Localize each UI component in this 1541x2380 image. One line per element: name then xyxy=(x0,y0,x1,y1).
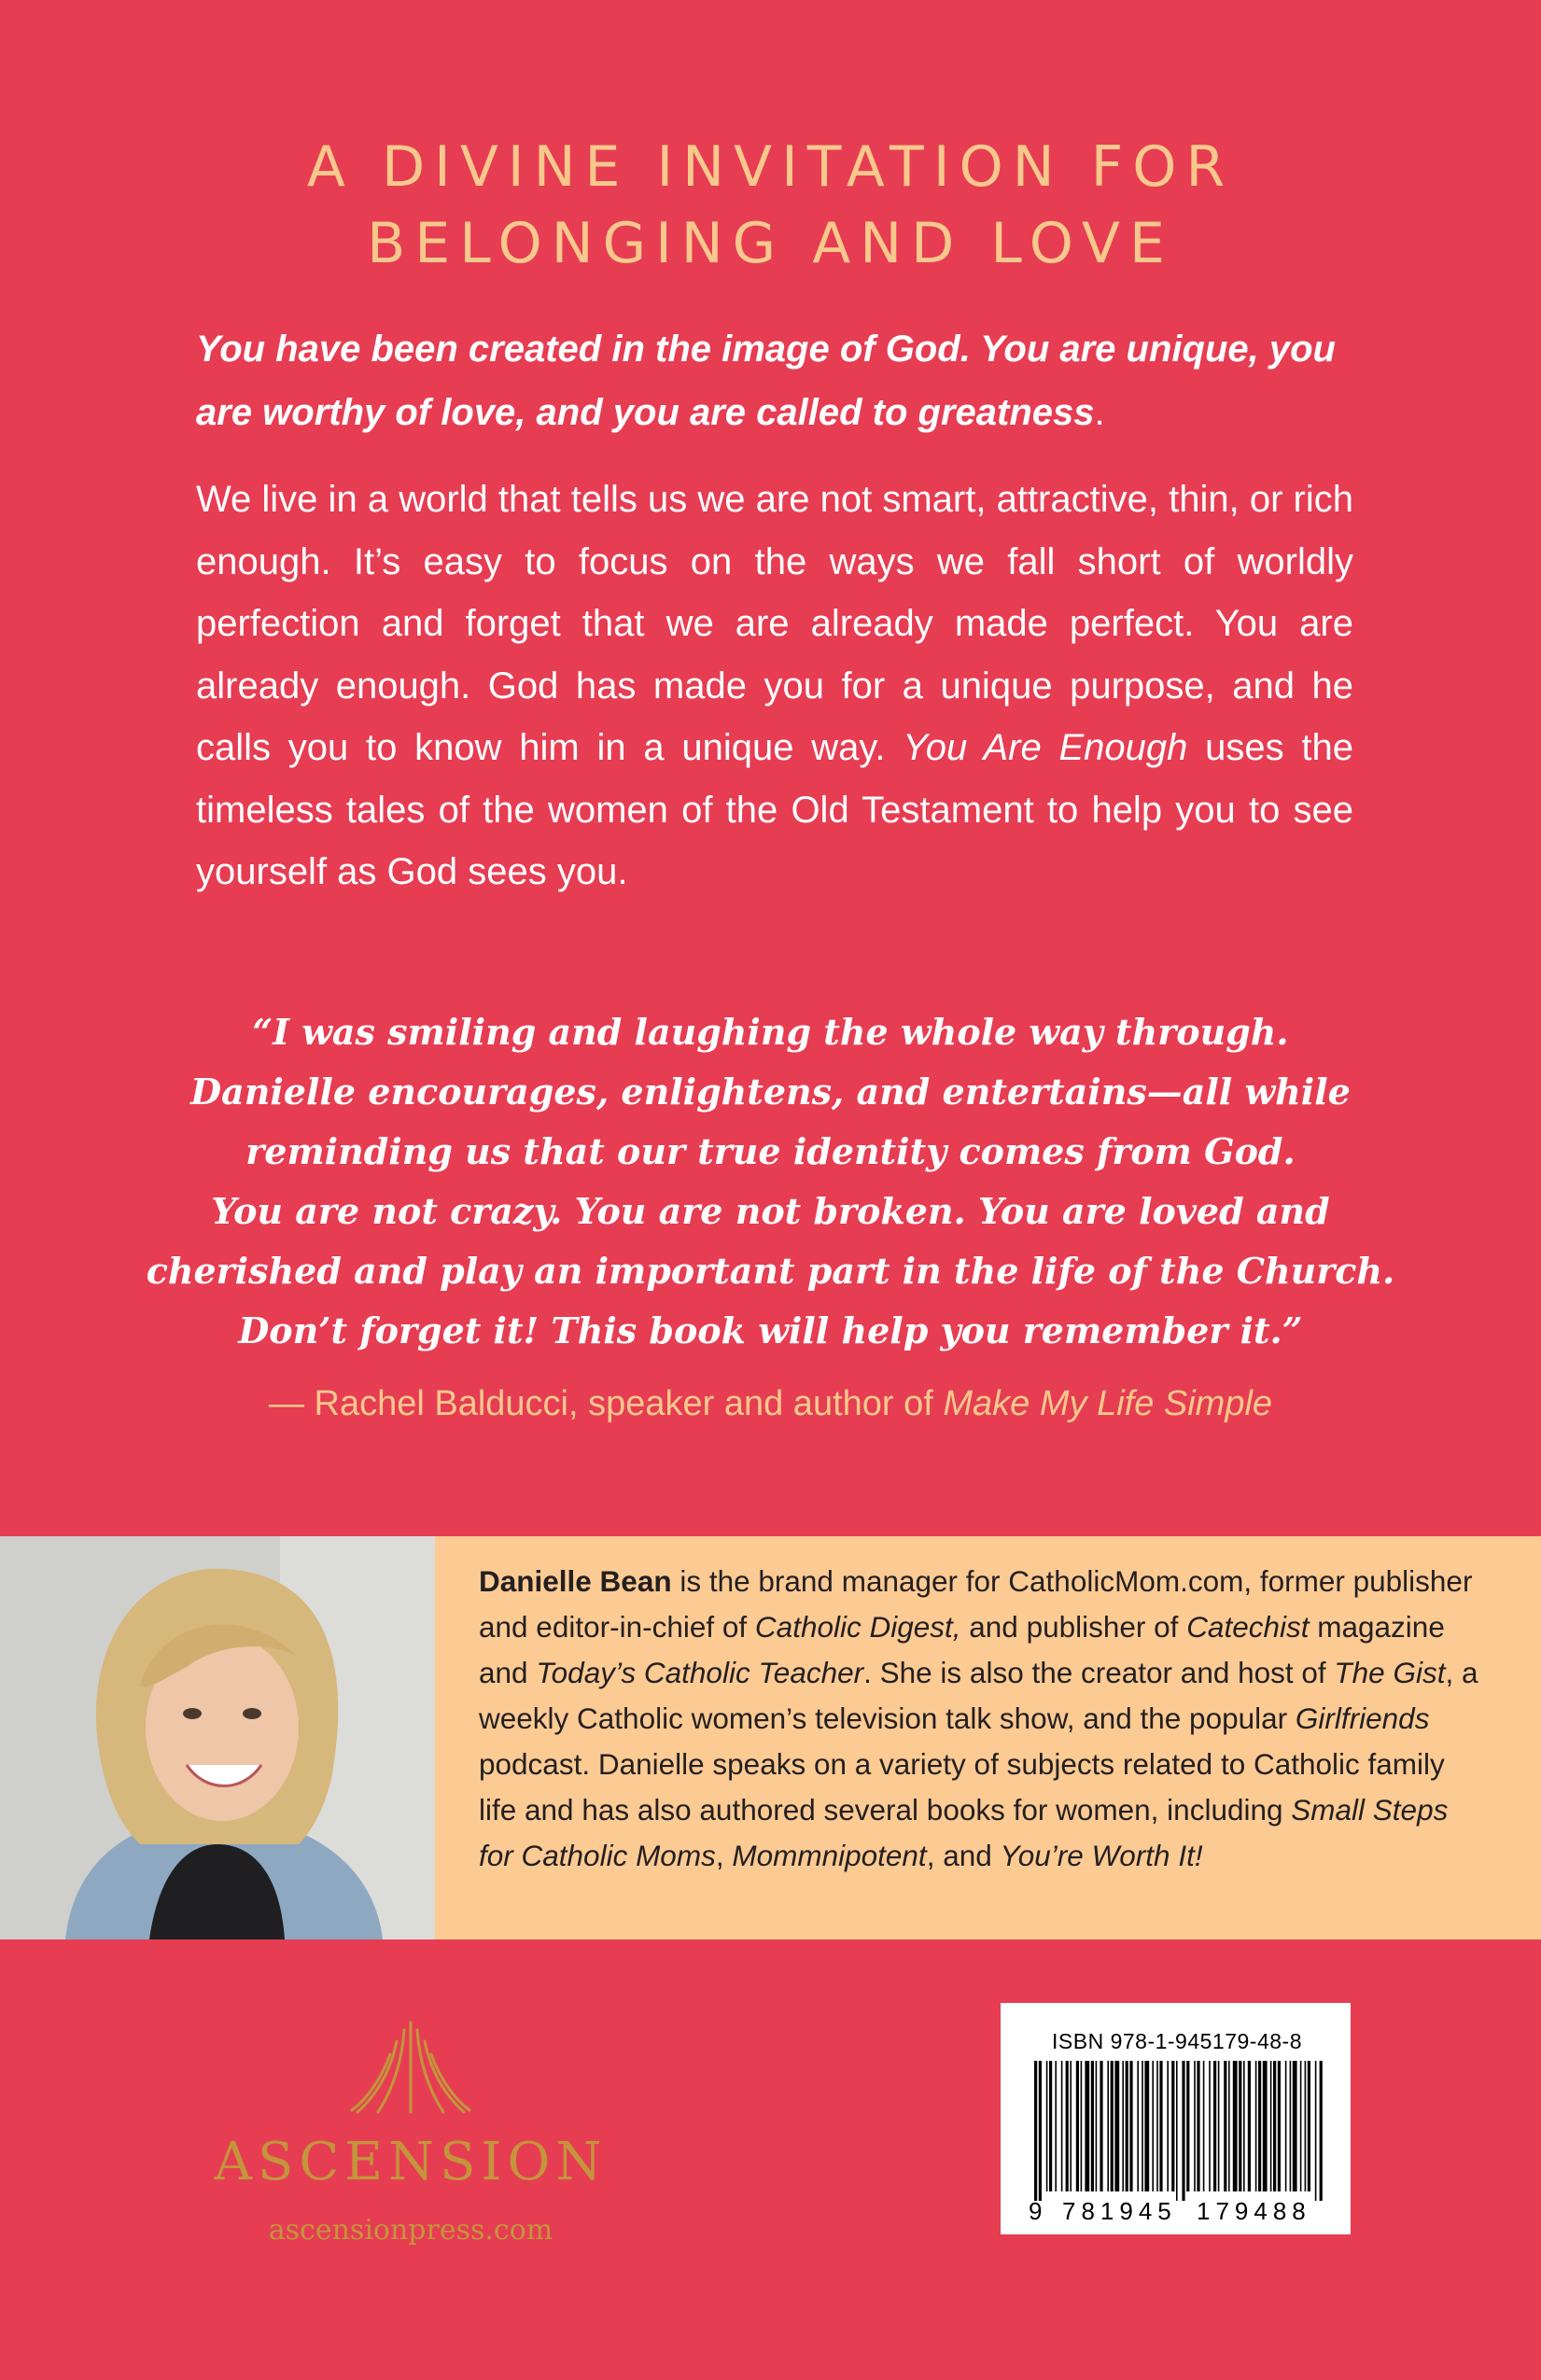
barcode-bar xyxy=(1243,2061,1245,2191)
barcode-bar xyxy=(1308,2061,1310,2191)
publisher-logo xyxy=(187,2021,635,2198)
barcode-bar xyxy=(1171,2061,1174,2191)
barcode-bar xyxy=(1239,2061,1241,2191)
bio-text-5: , a weekly Catholic women’s television talk show, and the popular xyxy=(479,1656,1478,1735)
barcode-bar xyxy=(1085,2061,1089,2191)
barcode-bar xyxy=(1061,2061,1063,2191)
barcode-bar xyxy=(1055,2061,1057,2191)
barcode-bar xyxy=(1142,2061,1143,2191)
book-description xyxy=(196,469,1353,903)
bio-text-3: magazine and xyxy=(479,1610,1445,1689)
barcode-bar xyxy=(1218,2061,1220,2191)
barcode-bar xyxy=(1213,2061,1216,2191)
barcode-bar xyxy=(1224,2061,1226,2191)
barcode-bar xyxy=(1114,2061,1119,2191)
quote-line: cherished and play an important part in the life of the Church. xyxy=(146,1250,1395,1292)
barcode-left-digits: 781945 xyxy=(1062,2197,1177,2225)
barcode-bar xyxy=(1273,2061,1276,2191)
barcode-right-digits: 179488 xyxy=(1197,2197,1311,2225)
barcode-bar xyxy=(1278,2061,1281,2191)
bio-italic-small-steps: Small Steps for Catholic Moms xyxy=(479,1793,1449,1872)
bio-italic-catholic-digest: Catholic Digest, xyxy=(754,1610,961,1644)
attribution-text: — Rachel Balducci, speaker and author of xyxy=(268,1384,944,1423)
barcode-bar xyxy=(1076,2061,1079,2191)
barcode-bar xyxy=(1046,2061,1048,2191)
barcode-bar xyxy=(1144,2061,1149,2191)
ascension-rays-icon xyxy=(350,2021,471,2114)
quote-line: Danielle encourages, enlightens, and entertains—all while xyxy=(190,1071,1351,1113)
barcode-digits xyxy=(1029,2197,1327,2225)
quote-line: You are not crazy. You are not broken. You are loved and xyxy=(211,1190,1330,1232)
barcode-bar xyxy=(1034,2061,1037,2201)
heading-line-2: BELONGING AND LOVE xyxy=(367,211,1174,276)
bio-text-2: and publisher of xyxy=(960,1610,1187,1644)
barcode-bar xyxy=(1129,2061,1132,2191)
book-title: You Are Enough xyxy=(903,727,1188,768)
bio-italic-mommnipotent: Mommnipotent xyxy=(732,1839,927,1872)
barcode-bar xyxy=(1070,2061,1072,2191)
bio-text-6: podcast. Danielle speaks on a variety of subjects related to Catholic family life and has also authored several books for women, including xyxy=(479,1747,1445,1827)
barcode-bar xyxy=(1270,2061,1272,2191)
bio-italic-youre-worth-it: You’re Worth It! xyxy=(1000,1839,1203,1872)
barcode-bar xyxy=(1305,2061,1307,2191)
barcode-bar xyxy=(1081,2061,1083,2191)
barcode-bar xyxy=(1285,2061,1287,2191)
lead-emphasis: You have been created in the image of God. You are unique, you are worthy of love, and you are called to greatness xyxy=(196,329,1336,433)
author-photo xyxy=(0,1536,435,1939)
cover-heading xyxy=(0,129,1541,282)
barcode-bar xyxy=(1258,2061,1261,2191)
quote-line: reminding us that our true identity comes from God. xyxy=(245,1130,1296,1172)
publisher-name: ASCENSION xyxy=(214,2132,608,2192)
barcode-bar xyxy=(1167,2061,1169,2191)
author-portrait-image xyxy=(0,1536,435,1939)
barcode-bar xyxy=(1186,2061,1189,2191)
author-bio-section xyxy=(0,1536,1541,1939)
barcode-bar xyxy=(1293,2061,1297,2191)
endorsement-quote xyxy=(140,1002,1401,1361)
bio-text-4: . She is also the creator and host of xyxy=(863,1656,1335,1689)
author-name: Danielle Bean xyxy=(479,1564,672,1598)
barcode-bar xyxy=(1156,2061,1158,2191)
barcode-bar xyxy=(1126,2061,1128,2191)
lead-period: . xyxy=(1094,392,1105,433)
barcode-bar xyxy=(1233,2061,1238,2191)
bio-text-1: is the brand manager for CatholicMom.com, former publisher and editor-in-chief of xyxy=(479,1564,1473,1644)
publisher-url: ascensionpress.com xyxy=(268,2214,553,2247)
description-part-2: uses the timeless tales of the women of the Old Testament to help you to see yourself as God sees you. xyxy=(196,727,1353,892)
barcode-bar xyxy=(1255,2061,1257,2191)
barcode-bar xyxy=(1176,2061,1178,2201)
bio-italic-the-gist: The Gist xyxy=(1334,1656,1446,1689)
barcode-bar xyxy=(1091,2061,1094,2191)
barcode-bar xyxy=(1228,2061,1230,2191)
bio-italic-girlfriends: Girlfriends xyxy=(1295,1701,1430,1735)
barcode-bar xyxy=(1137,2061,1139,2191)
barcode-bar xyxy=(1111,2061,1114,2191)
isbn-label: ISBN 978-1-945179-48-8 xyxy=(1052,2029,1302,2053)
barcode-bar xyxy=(1100,2061,1102,2191)
barcode-bar xyxy=(1197,2061,1199,2191)
heading-line-1: A DIVINE INVITATION FOR xyxy=(306,134,1235,200)
quote-line: “I was smiling and laughing the whole way through. xyxy=(252,1011,1289,1053)
author-bio xyxy=(479,1559,1487,1879)
barcode-bar xyxy=(1290,2061,1292,2191)
bio-italic-catechist: Catechist xyxy=(1186,1610,1310,1644)
barcode-bar xyxy=(1320,2061,1323,2201)
barcode-bar xyxy=(1194,2061,1196,2191)
description-part-1: We live in a world that tells us we are not smart, attractive, thin, or rich enough. It’s easy to focus on the ways we fall short of worldly perfection and forget that we are already made perfect. You are already enough. God has made you for a unique purpose, and he calls you to know him in a unique way. xyxy=(196,479,1353,768)
barcode-bar xyxy=(1107,2061,1109,2191)
bio-italic-todays-catholic-teacher: Today’s Catholic Teacher xyxy=(536,1656,864,1689)
barcode-bar xyxy=(1122,2061,1124,2191)
barcode-bar xyxy=(1152,2061,1154,2191)
barcode-bar xyxy=(1209,2061,1211,2191)
barcode-bar xyxy=(1066,2061,1069,2191)
attribution-book: Make My Life Simple xyxy=(943,1384,1273,1423)
barcode-bar xyxy=(1182,2061,1184,2201)
barcode-bar xyxy=(1049,2061,1052,2191)
barcode-bar xyxy=(1039,2061,1042,2201)
barcode-bars xyxy=(1029,2061,1327,2201)
barcode-bar xyxy=(1315,2061,1317,2201)
quote-line: Don’t forget it! This book will help you remember it.” xyxy=(238,1309,1303,1351)
isbn-barcode xyxy=(1001,2003,1351,2234)
barcode-bar xyxy=(1248,2061,1251,2191)
bio-text-8: , and xyxy=(926,1839,1001,1872)
barcode-bar xyxy=(1159,2061,1162,2191)
endorsement-attribution xyxy=(140,1376,1401,1432)
barcode-bar xyxy=(1300,2061,1302,2191)
barcode-lead-digit: 9 xyxy=(1029,2197,1043,2225)
barcode-bar xyxy=(1203,2061,1205,2191)
barcode-bar xyxy=(1096,2061,1098,2191)
barcode-bar xyxy=(1263,2061,1268,2191)
bio-text-7: , xyxy=(715,1839,733,1872)
lead-statement xyxy=(196,317,1353,444)
